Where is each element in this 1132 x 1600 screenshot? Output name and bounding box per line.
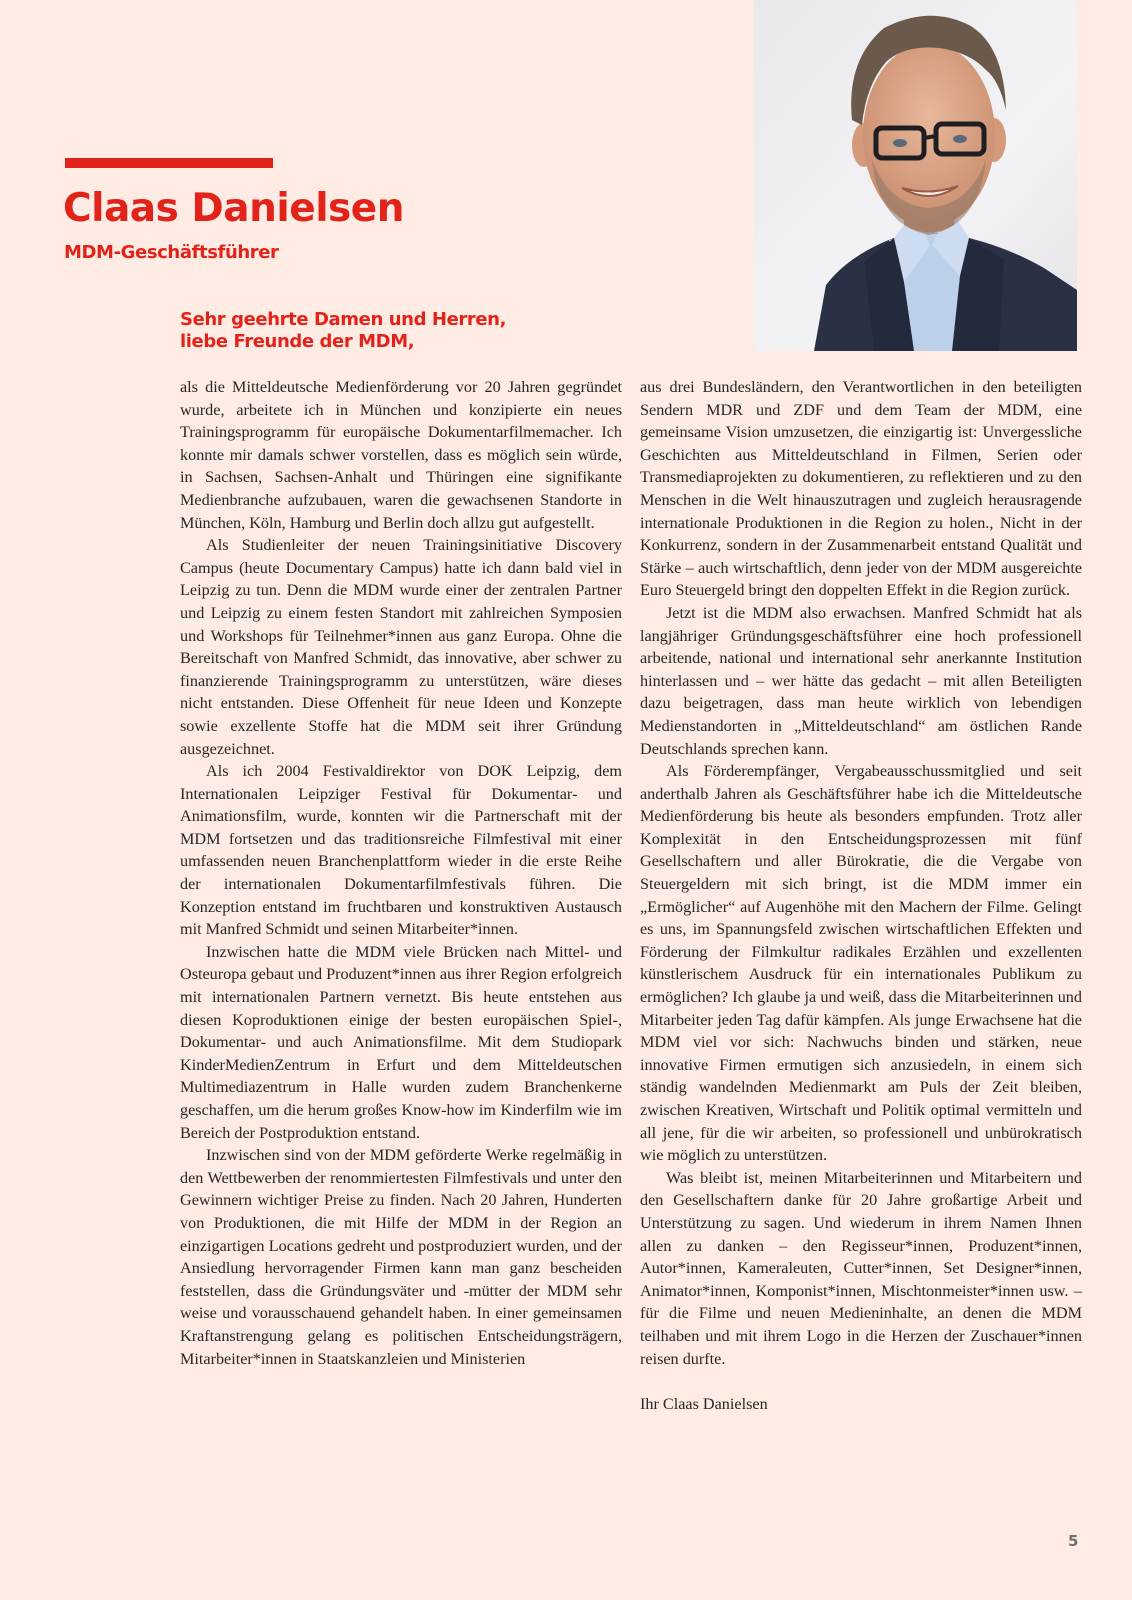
signature: Ihr Claas Danielsen (640, 1394, 768, 1413)
paragraph: als die Mitteldeutsche Medienförderung vor 20 Jahren gegründet wurde, arbeitete ich in München und konzipierte ein neues Trainingsprogramm für europäische Dokumentarfilmemacher. Ich konnte mir damals schwer vorstellen, dass es möglich sein würde, in Sachsen, Sachsen-Anhalt und Thüringen eine signifikante Medienbranche aufzubauen, waren die gewachsenen Standorte in München, Köln, Hamburg und Berlin doch allzu gut aufgestellt. (180, 378, 622, 532)
paragraph: aus drei Bundesländern, den Verantwortlichen in den beteiligten Sendern MDR und ZDF und dem Team der MDM, eine gemeinsame Vision umzusetzen, die einzigartig ist: Unvergessliche Geschichten aus Mitteldeutschland in Filmen, Serien oder Transmediaprojekten zu dokumentieren, zu reflektieren und zu den Menschen in die Welt hinauszutragen und zugleich herausragende internationale Produktionen in die Region zu holen., Nicht in der Konkurrenz, sondern in der Zusammenarbeit entstand Qualität und Stärke – auch wirtschaftlich, denn jeder von der MDM ausgereichte Euro Steuergeld bringt den doppelten Effekt in die Region zurück. (640, 378, 1082, 600)
letter-column-left (180, 376, 622, 1370)
salutation-line: liebe Freunde der MDM, (180, 331, 415, 352)
salutation-line: Sehr geehrte Damen und Herren, (180, 309, 507, 330)
paragraph: Als Studienleiter der neuen Trainingsinitiative Discovery Campus (heute Documentary Campus) hatte ich dann bald viel in Leipzig zu tun. Denn die MDM wurde einer der zentralen Partner und Leipzig zu einem festen Standort mit zahlreichen Symposien und Workshops für Teilnehmer*innen aus ganz Europa. Ohne die Bereitschaft von Manfred Schmidt, das innovative, aber schwer zu finanzierende Trainingsprogramm zu unterstützen, wäre dieses nicht entstanden. Diese Offenheit für neue Ideen und Konzepte sowie exzellente Stoffe hat die MDM seit ihrer Gründung ausgezeichnet. (180, 536, 622, 758)
page-number: 5 (1068, 1532, 1079, 1550)
paragraph: Als Förderempfänger, Vergabeausschussmitglied und seit anderthalb Jahren als Geschäftsführer habe ich die Mitteldeutsche Medienförderung bis heute als besonders empfunden. Trotz aller Komplexität in den Entscheidungsprozessen mit fünf Gesellschaftern und aller Bürokratie, die die Vergabe von Steuergeldern mit sich bringt, ist die MDM immer ein „Ermöglicher“ auf Augenhöhe mit den Machern der Filme. Gelingt es uns, im Spannungsfeld zwischen wirtschaftlichen Effekten und Förderung der Filmkultur radikales Erzählen und exzellenten künstlerischem Ausdruck für ein internationales Publikum zu ermöglichen? Ich glaube ja und weiß, dass die Mitarbeiterinnen und Mitarbeiter jeden Tag dafür kämpfen. Als junge Erwachsene hat die MDM viel vor sich: Nachwuchs binden und stärken, neue innovative Firmen ermutigen sich anzusiedeln, in einem sich ständig wandelnden Medienmarkt am Puls der Zeit bleiben, zwischen Kreativen, Wirtschaft und Politik optimal vermitteln und all jene, für die wir arbeiten, so professionell und unbürokratisch wie möglich zu unterstützen. (640, 762, 1082, 1165)
portrait-photo (754, 0, 1077, 351)
author-role: MDM-Geschäftsführer (64, 242, 279, 263)
paragraph: Was bleibt ist, meinen Mitarbeiterinnen und Mitarbeitern und den Gesellschaftern danke für 20 Jahre großartige Arbeit und Unterstützung zu sagen. Und wiederum in ihrem Namen Ihnen allen zu danken – den Regisseur*innen, Produzent*innen, Autor*innen, Kameraleuten, Cutter*innen, Set Designer*innen, Animator*innen, Komponist*innen, Mischtonmeister*innen usw. –für die Filme und neuen Medieninhalte, an denen die MDM teilhaben und mit ihrem Logo in die Herzen der Zuschauer*innen reisen durfte. (640, 1168, 1082, 1368)
paragraph: Jetzt ist die MDM also erwachsen. Manfred Schmidt hat als langjähriger Gründungsgeschäftsführer eine hoch professionell arbeitende, national und international sehr anerkannte Institution hinterlassen und – wer hätte das gedacht – mit allen Beteiligten dazu beigetragen, dass man heute wirklich von lebendigen Medienstandorten in „Mitteldeutschland“ am östlichen Rande Deutschlands sprechen kann. (640, 603, 1082, 758)
author-name: Claas Danielsen (63, 186, 404, 231)
portrait-illustration-icon (754, 0, 1077, 351)
letter-column-right (640, 376, 1082, 1415)
paragraph: Als ich 2004 Festivaldirektor von DOK Leipzig, dem Internationalen Leipziger Festival für Dokumentar- und Animationsfilm, wurde, konnten wir die Partnerschaft mit der MDM fortsetzen und das traditionsreiche Filmfestival mit einer umfassenden neuen Branchenplattform wieder in die erste Reihe der internationalen Dokumentarfilmfestivals führen. Die Konzeption entstand im fruchtbaren und konstruktiven Austausch mit Manfred Schmidt und seinen Mitarbeiter*innen. (180, 762, 622, 939)
paragraph: Inzwischen sind von der MDM geförderte Werke regelmäßig in den Wettbewerben der renommiertesten Filmfestivals und unter den Gewinnern wichtiger Preise zu finden. Nach 20 Jahren, Hunderten von Produktionen, die mit Hilfe der MDM in der Region an einzigartigen Locations gedreht und postproduziert wurden, und der Ansiedlung hervorragender Firmen kann man ganz bescheiden feststellen, dass die Gründungsväter und -mütter der MDM sehr weise und vorausschauend gehandelt haben. In einer gemeinsamen Kraftanstrengung gelang es politischen Entscheidungsträgern, Mitarbeiter*innen in Staatskanzleien und Ministerien (180, 1146, 622, 1368)
accent-bar (65, 158, 273, 168)
paragraph: Inzwischen hatte die MDM viele Brücken nach Mittel- und Osteuropa gebaut und Produzent*innen aus ihrer Region erfolgreich mit internationalen Partnern vernetzt. Bis heute entstehen aus diesen Koproduktionen einige der besten europäischen Spiel-, Dokumentar- und auch Animationsfilme. Mit dem Studiopark KinderMedienZentrum in Erfurt und dem Mitteldeutschen Multimediazentrum in Halle wurden zudem Branchenkerne geschaffen, um die herum großes Know-how im Kinderfilm wie im Bereich der Postproduktion entstand. (180, 942, 622, 1142)
salutation (180, 309, 506, 353)
